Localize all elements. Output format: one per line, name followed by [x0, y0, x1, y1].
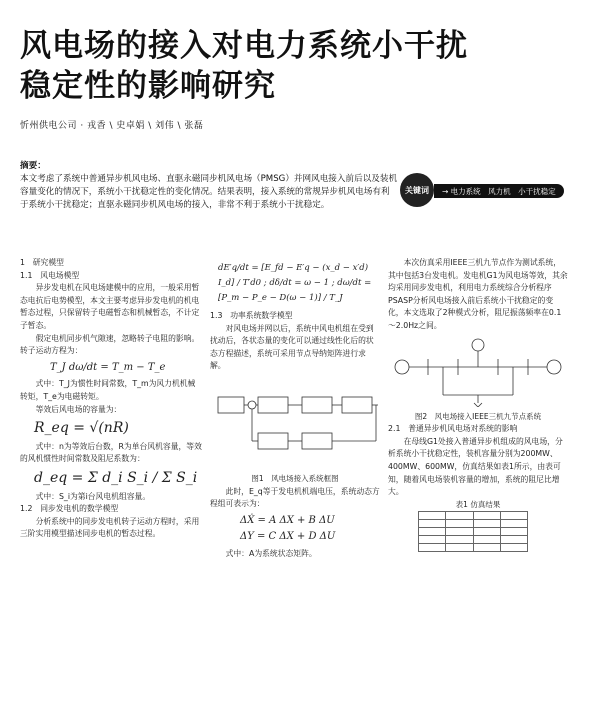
paragraph: 式中：n为等效后台数，R为单台风机容量，等效的风机惯性时间常数及阻尼系数为：: [20, 441, 202, 464]
column-3: [388, 257, 568, 552]
paragraph: 假定电机同步机气隙速，忽略转子电阻的影响。转子运动方程为：: [20, 333, 200, 356]
subsection-heading: 1.2 同步发电机的数学模型: [20, 504, 119, 514]
figure-caption: 图1 风电场接入系统框图: [251, 473, 339, 483]
keywords: [400, 181, 564, 201]
subsection-heading: 1.1 风电场模型: [20, 270, 80, 280]
network-diagram: [388, 337, 568, 407]
column-2: [210, 257, 380, 561]
subsection-heading: 1.3 功率系统数学模型: [210, 311, 293, 320]
figure-caption: 图2 风电场接入IEEE三机九节点系统: [414, 411, 542, 421]
paragraph: 异步发电机在风电场建模中的应用，一般采用暂态电抗后电势模型，本文主要考虑异步发电机的机电暂态过程，只保留转子电磁暂态和机械暂态，不计定子暂态。: [20, 283, 200, 330]
paragraph: 等效后风电场的容量为：: [35, 404, 122, 414]
keywords-badge: 关键词: [400, 173, 434, 207]
section-heading: 1 研究模型: [20, 258, 64, 267]
paragraph: 对风电场并网以后，系统中风电机组在受到扰动后，各状态量的变化可以通过线性化后的状态方程描述，系统可采用节点导纳矩阵进行求解。: [210, 323, 374, 371]
abstract: [20, 160, 398, 212]
table-row: [419, 536, 528, 544]
table-row: [419, 528, 528, 536]
paragraph: 本次仿真采用IEEE三机九节点作为测试系统，其中包括3台发电机。发电机G1为风电场等效，其余均采用同步发电机，利用电力系统综合分析程序PSASP分析风电场接入前后系统小干扰稳定的变化，本文选取了2种模式分析，阻尼振荡频率在0.1～2.0Hz之间。: [388, 258, 568, 330]
paper-title: [20, 26, 500, 106]
equation: ΔẊ = A ΔX + B ΔU: [240, 514, 335, 526]
equation: d_eq = Σ d_i S_i / Σ S_i: [34, 469, 198, 486]
equation-block: dE′q/dt = [E_fd − E′q − (x_d − x′d) I_d] / T′d0 ; dδ/dt = ω − 1 ; dω/dt = [P_m − P_e − D(ω − 1)] / T_J: [218, 263, 372, 303]
keywords-list: → 电力系统 风力机 小干扰稳定: [434, 184, 564, 198]
abstract-label: 摘要：: [20, 161, 46, 171]
title-line-2: 稳定性的影响研究: [20, 68, 276, 104]
network-diagram-svg: [388, 337, 568, 407]
paragraph: 此时，E_q等于发电机机端电压，系统动态方程组可表示为：: [210, 486, 380, 509]
paragraph: 式中：T_J为惯性时间常数，T_m为风力机机械转矩，T_e为电磁转矩。: [20, 379, 196, 401]
paragraph: 式中：A为系统状态矩阵。: [225, 548, 317, 558]
equation: ΔY = C ΔX + D ΔU: [240, 531, 336, 543]
title-line-1: 风电场的接入对电力系统小干扰: [20, 28, 468, 64]
authors: 忻州供电公司 · 戎香 \ 史卓娟 \ 刘伟 \ 张磊: [20, 121, 204, 131]
table-row: [419, 512, 528, 520]
block-diagram: [210, 377, 380, 469]
subsection-heading: 2.1 普通异步机风电场对系统的影响: [388, 424, 518, 434]
results-table: [418, 511, 528, 552]
table-row: [419, 520, 528, 528]
paragraph: 式中：S_i为第i台风电机组容量。: [35, 491, 151, 501]
equation: T_J dω/dt = T_m − T_e: [50, 361, 166, 373]
table-caption: 表1 仿真结果: [455, 499, 501, 509]
paragraph: 在母线G1处接入普通异步机组成的风电场，分析系统小干扰稳定性，装机容量分别为200MW、400MW、600MW，仿真结果如表1所示，由表可知，随着风电场装机容量的增加，系统的阻尼比增大。: [388, 436, 563, 497]
column-1: [20, 257, 202, 541]
equation: R_eq = √(nR): [34, 420, 129, 437]
abstract-text: 本文考虑了系统中普通异步机风电场、直驱永磁同步机风电场（PMSG）并网风电接入前后以及装机容量变化的情况下，系统小干扰稳定性的变化情况。结果表明，接入系统的常规异步机风电场有利于系统小干扰稳定；直驱永磁同步机风电场的接入，非常不利于系统小干扰稳定。: [20, 174, 398, 210]
block-diagram-svg: [210, 377, 380, 469]
paragraph: 分析系统中的同步发电机转子运动方程时，采用三阶实用模型描述同步电机的暂态过程。: [20, 516, 200, 539]
table-row: [419, 544, 528, 552]
